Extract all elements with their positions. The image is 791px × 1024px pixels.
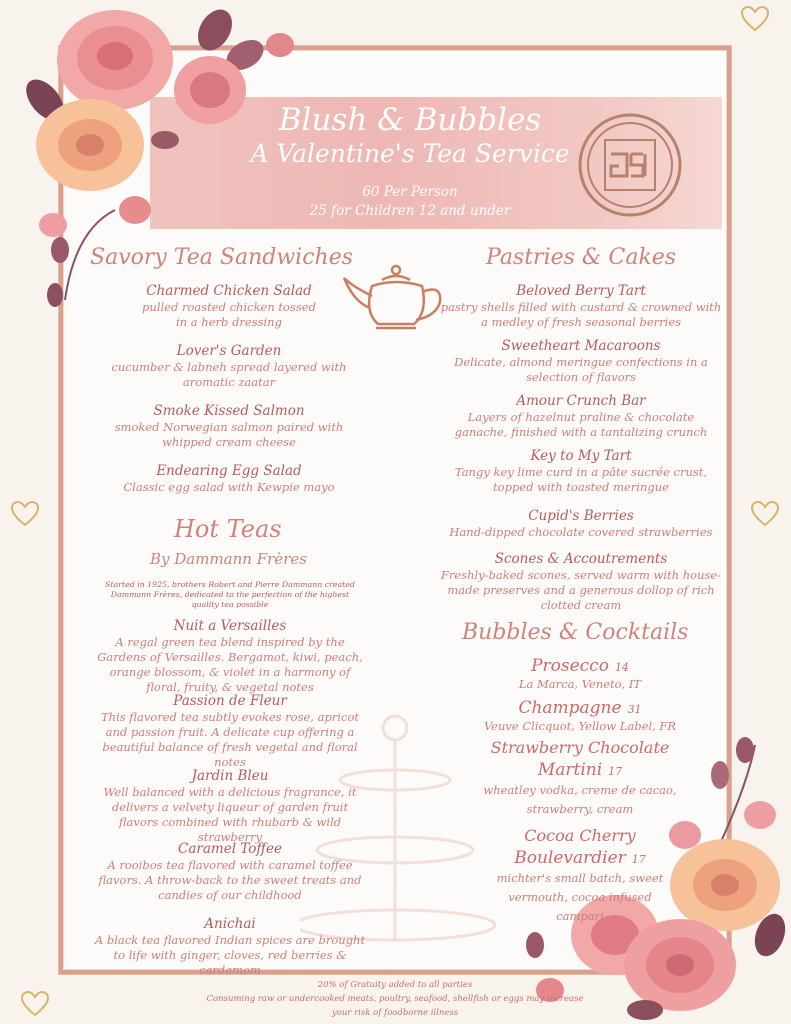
item-name: Caramel Toffee bbox=[178, 841, 282, 857]
drink-name-line2: Martini bbox=[537, 760, 603, 780]
menu-item bbox=[88, 282, 370, 342]
savory-list bbox=[88, 282, 370, 502]
item-name: Lover's Garden bbox=[176, 343, 282, 359]
item-desc: cucumber & labneh spread layered with aromatic zaatar bbox=[111, 360, 347, 389]
drink-item bbox=[470, 655, 690, 697]
footer-notes bbox=[150, 978, 640, 1020]
drink-name-line2: Boulevardier bbox=[514, 848, 626, 868]
drink-price: 14 bbox=[614, 661, 629, 674]
drink-name: Cocoa Cherry bbox=[524, 826, 636, 845]
item-name: Passion de Fleur bbox=[173, 693, 287, 709]
item-desc: pulled roasted chicken tossed in a herb dressing bbox=[142, 300, 316, 329]
item-name: Nuit a Versailles bbox=[173, 618, 287, 634]
item-desc: smoked Norwegian salmon paired with whipped cream cheese bbox=[114, 420, 344, 449]
drink-desc: wheatley vodka, creme de cacao, strawberry, cream bbox=[483, 783, 677, 816]
drink-desc: michter's small batch, sweet vermouth, cocoa infused campari bbox=[496, 871, 664, 923]
item-desc: A regal green tea blend inspired by the Gardens of Versailles. Bergamot, kiwi, peach, orange blossom, & violet in a harmony of floral, fruity, & vegetal notes bbox=[97, 635, 363, 694]
title-line-1: Blush & Bubbles bbox=[278, 102, 542, 138]
drink-name: Prosecco bbox=[531, 656, 609, 676]
item-name: Beloved Berry Tart bbox=[516, 283, 646, 299]
drink-desc: Veuve Clicquot, Yellow Label, FR bbox=[483, 719, 677, 733]
drink-item bbox=[470, 697, 690, 737]
health-warning: Consuming raw or undercooked meats, poultry, seafood, shellfish or eggs may increase bbox=[206, 994, 584, 1004]
item-desc: A rooibos tea flavored with caramel toffee flavors. A throw-back to the sweet treats and candies of our childhood bbox=[98, 858, 362, 902]
teas-intro: Started in 1925, brothers Robert and Pierre Dammann created Dammann Frères, dedicated to the perfection of the highest quality tea possible bbox=[105, 580, 355, 609]
drink-name: Champagne bbox=[518, 698, 622, 718]
menu-item bbox=[92, 692, 368, 767]
menu-item bbox=[440, 282, 722, 337]
health-warning-2: your risk of foodborne illness bbox=[331, 1008, 459, 1018]
item-desc: Layers of hazelnut praline & chocolate ganache, finished with a tantalizing crunch bbox=[454, 410, 708, 439]
drink-item bbox=[470, 737, 690, 825]
item-desc: Freshly-baked scones, served warm with house-made preserves and a generous dollop of rich clotted cream bbox=[440, 568, 722, 612]
item-name: Charmed Chicken Salad bbox=[146, 283, 312, 299]
item-desc: Hand-dipped chocolate covered strawberries bbox=[449, 525, 713, 539]
item-desc: pastry shells filled with custard & crowned with a medley of fresh seasonal berries bbox=[440, 300, 722, 329]
menu-item bbox=[440, 550, 722, 613]
menu-item bbox=[92, 915, 368, 978]
menu-item bbox=[92, 617, 368, 692]
item-name: Endearing Egg Salad bbox=[156, 463, 302, 479]
item-name: Scones & Accoutrements bbox=[494, 551, 668, 567]
menu-item bbox=[440, 392, 722, 447]
drink-name: Strawberry Chocolate bbox=[490, 738, 670, 757]
heart-icon bbox=[740, 5, 770, 33]
heart-icon bbox=[10, 500, 40, 528]
heart-icon bbox=[20, 990, 50, 1018]
menu-item bbox=[88, 462, 370, 502]
menu-item bbox=[440, 507, 722, 550]
drink-price: 17 bbox=[608, 765, 623, 778]
drink-price: 31 bbox=[627, 703, 642, 716]
item-desc: Classic egg salad with Kewpie mayo bbox=[123, 480, 335, 494]
menu-item bbox=[92, 767, 368, 844]
price-adult: 60 Per Person bbox=[362, 184, 458, 200]
gratuity-note: 20% of Gratuity added to all parties bbox=[317, 980, 473, 990]
price-child: 25 for Children 12 and under bbox=[309, 203, 511, 219]
item-name: Key to My Tart bbox=[530, 448, 632, 464]
item-name: Smoke Kissed Salmon bbox=[153, 403, 305, 419]
teas-list bbox=[92, 617, 368, 978]
savory-heading: Savory Tea Sandwiches bbox=[90, 245, 354, 270]
heart-icon bbox=[750, 500, 780, 528]
item-name: Sweetheart Macaroons bbox=[501, 338, 661, 354]
item-name: Jardin Bleu bbox=[191, 768, 269, 784]
teas-heading: Hot Teas bbox=[174, 515, 282, 543]
menu-item bbox=[440, 447, 722, 507]
item-desc: Well balanced with a delicious fragrance, it delivers a velvety liqueur of garden fruit flavors combined with rhubarb & wild strawberry bbox=[103, 785, 357, 844]
cocktails-heading: Bubbles & Cocktails bbox=[462, 620, 689, 645]
menu-item bbox=[88, 402, 370, 462]
menu-item bbox=[88, 342, 370, 402]
item-desc: Tangy key lime curd in a pâte sucrée crust, topped with toasted meringue bbox=[454, 465, 708, 494]
item-name: Anichai bbox=[204, 916, 256, 932]
title-line-2: A Valentine's Tea Service bbox=[250, 139, 570, 168]
item-desc: A black tea flavored Indian spices are brought to life with ginger, cloves, red berries & cardamom bbox=[94, 933, 366, 977]
drink-item bbox=[470, 825, 690, 926]
menu-item bbox=[440, 337, 722, 392]
item-name: Cupid's Berries bbox=[528, 508, 634, 524]
item-desc: This flavored tea subtly evokes rose, apricot and passion fruit. A delicate cup offering a beautiful balance of fresh vegetal and floral notes bbox=[100, 710, 359, 769]
teas-subheading: By Dammann Frères bbox=[150, 550, 307, 568]
drink-desc: La Marca, Veneto, IT bbox=[518, 677, 642, 691]
item-name: Amour Crunch Bar bbox=[516, 393, 646, 409]
drink-price: 17 bbox=[631, 853, 646, 866]
menu-item bbox=[92, 840, 368, 915]
pastries-list bbox=[440, 282, 722, 613]
item-desc: Delicate, almond meringue confections in a selection of flavors bbox=[454, 355, 708, 384]
cocktails-list bbox=[470, 655, 690, 926]
gsb-logo bbox=[575, 110, 685, 220]
pastries-heading: Pastries & Cakes bbox=[486, 245, 677, 270]
